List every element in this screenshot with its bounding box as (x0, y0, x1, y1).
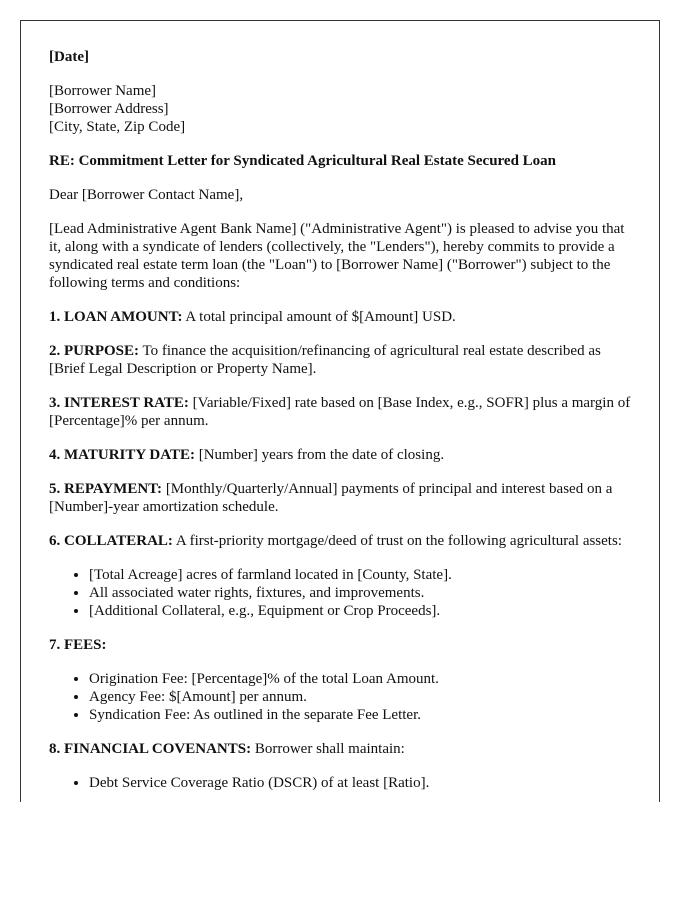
borrower-address-block (49, 82, 631, 136)
section-text: Borrower shall maintain: (251, 741, 405, 757)
list-item: • [Additional Collateral, e.g., Equipment or Crop Proceeds]. (89, 602, 631, 620)
fees-list (49, 670, 631, 724)
date-line: [Date] (49, 49, 89, 65)
borrower-address: [Borrower Address] (49, 101, 169, 117)
covenants-list (49, 774, 631, 792)
list-item: • All associated water rights, fixtures, and improvements. (89, 584, 631, 602)
list-item: • Debt Service Coverage Ratio (DSCR) of at least [Ratio]. (89, 774, 631, 792)
section-maturity-date (49, 446, 631, 464)
re-line: RE: Commitment Letter for Syndicated Agricultural Real Estate Secured Loan (49, 153, 557, 169)
section-text: [Number] years from the date of closing. (194, 447, 445, 463)
section-heading: 4. MATURITY DATE: (49, 447, 195, 463)
letter-content (21, 21, 659, 792)
section-text: A total principal amount of $[Amount] USD. (182, 309, 456, 325)
borrower-city-state-zip: [City, State, Zip Code] (49, 119, 186, 135)
section-heading: 1. LOAN AMOUNT: (49, 309, 183, 325)
collateral-list (49, 566, 631, 620)
list-item: • Origination Fee: [Percentage]% of the total Loan Amount. (89, 670, 631, 688)
borrower-name: [Borrower Name] (49, 83, 157, 99)
section-fees (49, 636, 631, 654)
list-item: • [Total Acreage] acres of farmland located in [County, State]. (89, 566, 631, 584)
section-collateral (49, 532, 631, 550)
list-item: • Syndication Fee: As outlined in the separate Fee Letter. (89, 706, 631, 724)
section-heading: 5. REPAYMENT: (49, 481, 163, 497)
section-financial-covenants (49, 740, 631, 758)
section-heading: 7. FEES: (49, 637, 107, 653)
section-loan-amount (49, 308, 631, 326)
section-heading: 6. COLLATERAL: (49, 533, 173, 549)
section-interest-rate (49, 394, 631, 430)
section-text: To finance the acquisition/refinancing of agricultural real estate described as [Brief Legal Description or Property Name]. (49, 343, 601, 377)
letter-page (20, 20, 660, 802)
section-repayment (49, 480, 631, 516)
section-text: A first-priority mortgage/deed of trust on the following agricultural assets: (172, 533, 622, 549)
intro-paragraph: [Lead Administrative Agent Bank Name] ("Administrative Agent") is pleased to advise you that it, along with a syndicate of lenders (collectively, the "Lenders"), hereby commits to provide a syndicated real estate term loan (the "Loan") to [Borrower Name] ("Borrower") subject to the following terms and conditions: (49, 221, 625, 291)
salutation: Dear [Borrower Contact Name], (49, 187, 244, 203)
section-heading: 3. INTEREST RATE: (49, 395, 189, 411)
section-heading: 8. FINANCIAL COVENANTS: (49, 741, 252, 757)
section-heading: 2. PURPOSE: (49, 343, 139, 359)
list-item: • Agency Fee: $[Amount] per annum. (89, 688, 631, 706)
section-purpose (49, 342, 631, 378)
section-text: [Variable/Fixed] rate based on [Base Index, e.g., SOFR] plus a margin of [Percentage]% per annum. (49, 395, 631, 429)
section-text: [Monthly/Quarterly/Annual] payments of principal and interest based on a [Number]-year amortization schedule. (49, 481, 613, 515)
